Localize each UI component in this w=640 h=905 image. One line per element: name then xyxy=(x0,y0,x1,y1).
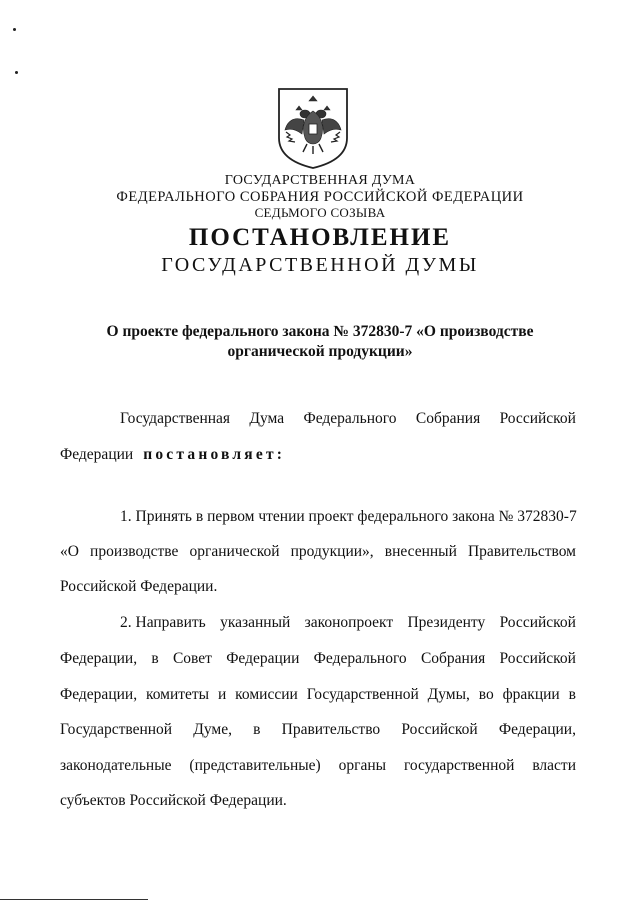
item2-word: Федерации, xyxy=(498,721,576,738)
scan-speck xyxy=(13,28,16,31)
item2-word: комитеты xyxy=(145,686,210,703)
item2-word: и xyxy=(217,686,227,703)
item1-line-3 xyxy=(60,578,217,596)
item2-word: Российской xyxy=(401,721,478,738)
item2-word: Федерации, xyxy=(60,650,138,667)
item2-word: 2. Направить xyxy=(120,614,206,631)
item2-word: органы xyxy=(338,757,387,774)
document-subject xyxy=(60,322,580,362)
item2-word: указанный xyxy=(220,614,291,631)
item2-word: Государственной xyxy=(60,721,173,738)
item1-line-2 xyxy=(60,543,576,561)
subject-line-1: О проекте федерального закона № 372830-7 «О производстве xyxy=(106,323,534,340)
item1-line-1 xyxy=(120,508,576,526)
decision-verb: постановляет: xyxy=(143,446,286,463)
item2-word: Собрания xyxy=(420,650,486,667)
document-type-title: ПОСТАНОВЛЕНИЕ xyxy=(188,224,452,251)
item2-text: субъектов Российской Федерации. xyxy=(60,792,287,809)
item2-line-4 xyxy=(60,721,576,739)
item1-text: «О производстве органической продукции», внесенный Правительством xyxy=(60,543,576,560)
preamble-line-2 xyxy=(60,446,285,464)
coat-of-arms-emblem xyxy=(275,86,351,170)
item2-word: комиссии xyxy=(235,686,298,703)
preamble-word: Дума xyxy=(249,410,285,427)
item2-word: Государственной xyxy=(306,686,419,703)
item2-word: Российской xyxy=(499,650,576,667)
item1-text: 1. Принять в первом чтении проект федерального закона № 372830-7 xyxy=(120,508,577,525)
page-bottom-rule xyxy=(0,899,148,900)
item2-word: власти xyxy=(532,757,576,774)
preamble-line-1 xyxy=(120,410,576,428)
item2-word: Федерации xyxy=(226,650,300,667)
item2-line-3 xyxy=(60,686,576,704)
item2-word: в xyxy=(151,650,159,667)
scan-speck xyxy=(15,71,18,74)
header-duma: ГОСУДАРСТВЕННАЯ ДУМА xyxy=(224,173,416,188)
item2-word: в xyxy=(568,686,576,703)
header-federal-assembly: ФЕДЕРАЛЬНОГО СОБРАНИЯ РОССИЙСКОЙ ФЕДЕРАЦИИ xyxy=(116,189,524,205)
item2-word: во xyxy=(478,686,494,703)
item2-word: Думы, xyxy=(427,686,470,703)
item2-word: Совет xyxy=(172,650,212,667)
item2-line-6 xyxy=(60,792,287,810)
item2-word: Федерального xyxy=(313,650,407,667)
item1-text: Российской Федерации. xyxy=(60,578,218,595)
item2-word: в xyxy=(253,721,261,738)
preamble-word: Государственная xyxy=(120,410,231,427)
preamble-word: Федерации xyxy=(60,446,134,463)
item2-word: законопроект xyxy=(304,614,394,631)
preamble-word: Собрания xyxy=(415,410,481,427)
item2-word: фракции xyxy=(502,686,560,703)
item2-line-2 xyxy=(60,650,576,668)
item2-word: государственной xyxy=(403,757,515,774)
document-issuer: ГОСУДАРСТВЕННОЙ ДУМЫ xyxy=(161,254,479,276)
item2-word: Федерации, xyxy=(60,686,138,703)
item2-word: Российской xyxy=(499,614,576,631)
item2-word: Думе, xyxy=(193,721,232,738)
item2-word: Правительство xyxy=(281,721,381,738)
item2-line-5 xyxy=(60,757,576,775)
preamble-word: Федерального xyxy=(303,410,397,427)
item2-word: (представительные) xyxy=(189,757,321,774)
item2-line-1 xyxy=(120,614,576,632)
item2-word: Президенту xyxy=(407,614,486,631)
header-convocation: СЕДЬМОГО СОЗЫВА xyxy=(254,205,386,220)
item2-word: законодательные xyxy=(60,757,172,774)
subject-line-2: органической продукции» xyxy=(227,343,413,360)
preamble-word: Российской xyxy=(499,410,576,427)
